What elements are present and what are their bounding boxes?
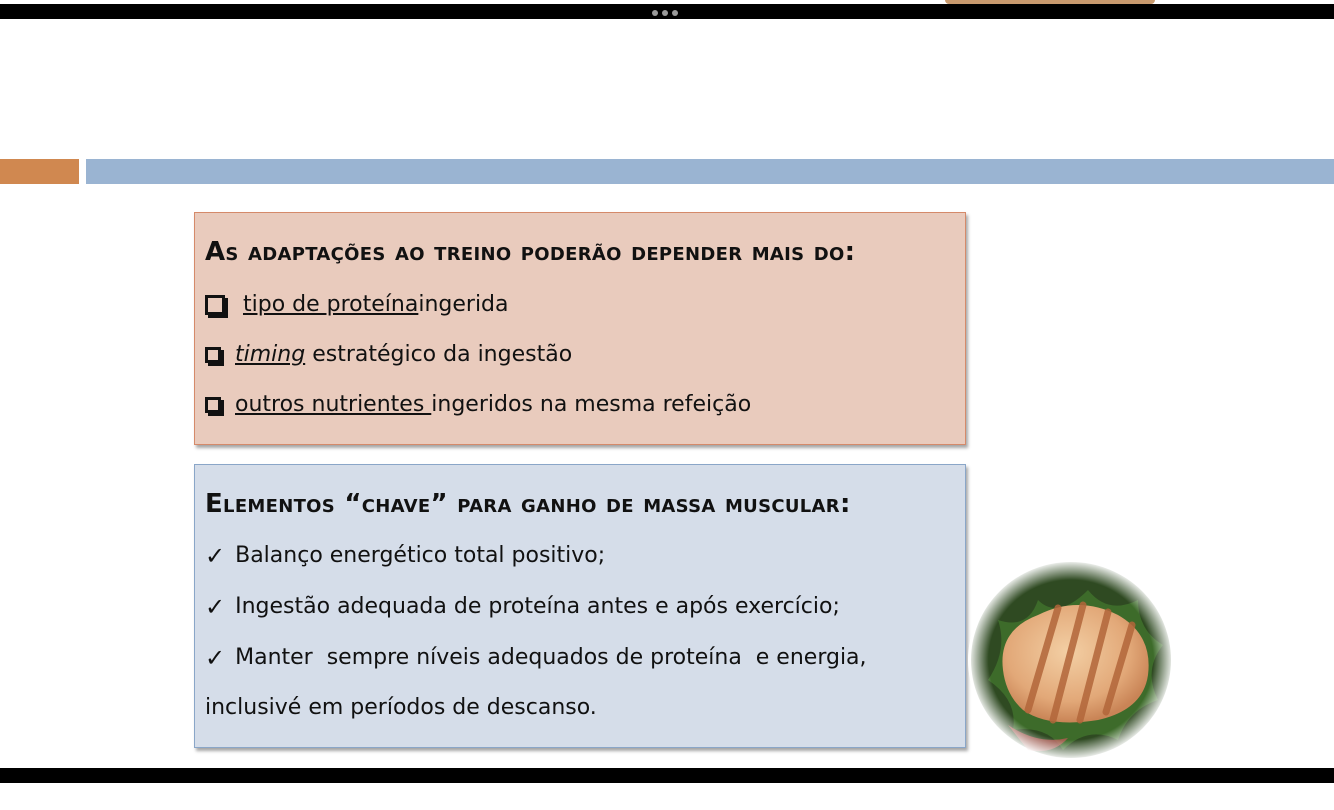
- list-item: [205, 280, 955, 330]
- top-bar: [0, 0, 1334, 19]
- item-text: ingerida: [418, 292, 509, 317]
- item-text: Balanço energético total positivo;: [235, 542, 606, 568]
- item-text: estratégico da ingestão: [305, 342, 573, 367]
- adaptations-box: [194, 212, 966, 445]
- checkmark-icon: ✓: [205, 541, 226, 570]
- checkmark-icon: ✓: [205, 643, 226, 672]
- item-text: ingeridos na mesma refeição: [431, 392, 752, 417]
- dot: [672, 10, 678, 16]
- item-text: Ingestão adequada de proteína antes e após exercício;: [235, 593, 840, 619]
- list-item: [205, 581, 955, 632]
- bottom-black-strip: [0, 768, 1334, 783]
- adaptations-heading: As adaptações ao treino poderão depender mais do:: [205, 237, 856, 267]
- dot: [652, 10, 658, 16]
- item-continuation-text: inclusivé em períodos de descanso.: [205, 695, 597, 720]
- grilled-chicken-photo: [968, 560, 1174, 760]
- checkbox-icon: [205, 397, 221, 413]
- item-underlined-text: outros nutrientes: [235, 392, 432, 417]
- checkmark-icon: ✓: [205, 592, 226, 621]
- item-underlined-text: timing: [235, 342, 306, 367]
- accent-bar-orange: [0, 159, 79, 184]
- item-underlined-text: tipo de proteína: [243, 292, 419, 317]
- checkbox-icon: [205, 295, 225, 315]
- dot: [662, 10, 668, 16]
- accent-bar-blue: [86, 159, 1334, 184]
- list-item: [205, 530, 955, 581]
- more-options-icon[interactable]: [652, 10, 678, 18]
- list-item: [205, 632, 955, 683]
- list-item: [205, 330, 955, 380]
- list-item: [205, 380, 955, 430]
- key-elements-heading: Elementos “chave” para ganho de massa muscular:: [205, 489, 851, 519]
- key-elements-box: [194, 464, 966, 748]
- checkbox-icon: [205, 347, 221, 363]
- item-text: Manter sempre níveis adequados de proteína e energia,: [235, 644, 867, 670]
